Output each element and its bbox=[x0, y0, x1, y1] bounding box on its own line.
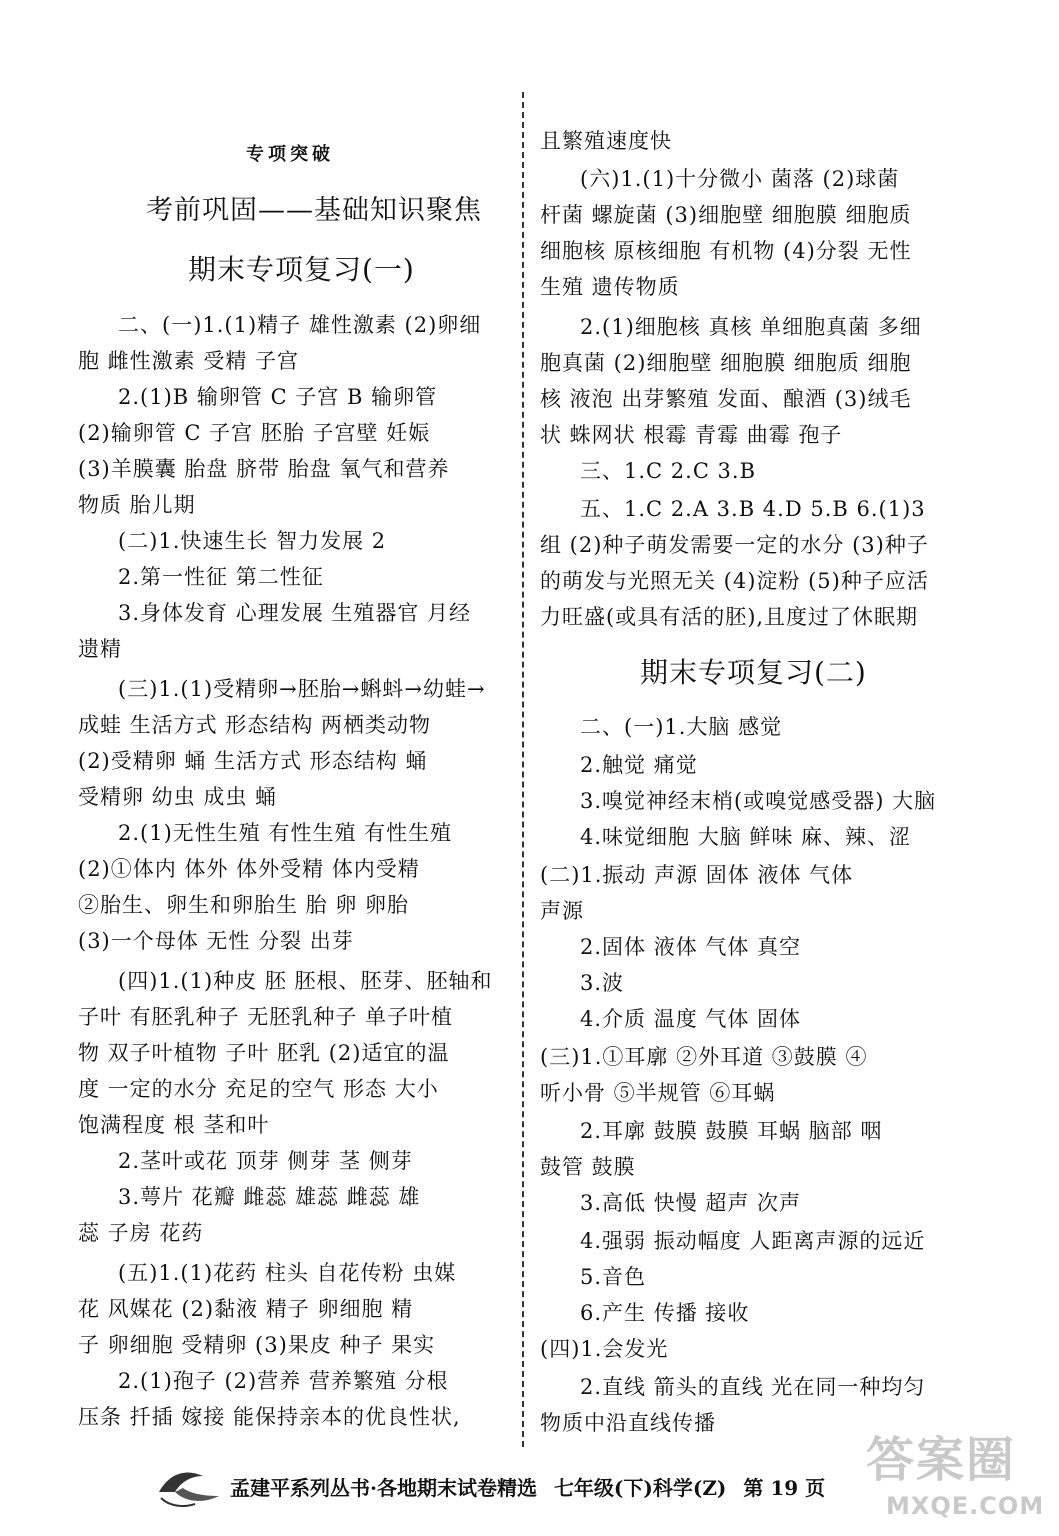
answer-line: 2.触觉 痛觉 bbox=[580, 753, 698, 777]
answer-line: (三)1.(1)受精卵→胚胎→蝌蚪→幼蛙→ bbox=[118, 677, 486, 701]
answer-line: 2.(1)无性生殖 有性生殖 有性生殖 bbox=[118, 821, 453, 845]
answer-line: 细胞核 原核细胞 有机物 (4)分裂 无性 bbox=[540, 239, 912, 263]
answer-line: 且繁殖速度快 bbox=[540, 129, 672, 153]
footer-page-number: 第 19 页 bbox=[743, 1476, 826, 1500]
answer-line: 5.音色 bbox=[580, 1265, 647, 1289]
answer-line: 3.高低 快慢 超声 次声 bbox=[580, 1191, 802, 1215]
answer-line: 成蛙 生活方式 形态结构 两栖类动物 bbox=[78, 713, 432, 737]
answer-line: 压条 扦插 嫁接 能保持亲本的优良性状, bbox=[78, 1405, 461, 1429]
watermark-title: 答案圈 bbox=[866, 1432, 1017, 1488]
answer-line: 4.强弱 振动幅度 人距离声源的远近 bbox=[580, 1229, 926, 1253]
answer-line: 力旺盛(或具有活的胚),且度过了休眠期 bbox=[540, 605, 919, 629]
answer-line: 物质中沿直线传播 bbox=[540, 1411, 716, 1435]
answer-line: (2)输卵管 C 子宫 胚胎 子宫壁 妊娠 bbox=[78, 421, 431, 445]
page-footer bbox=[150, 1468, 870, 1508]
answer-line: 杆菌 螺旋菌 (3)细胞壁 细胞膜 细胞质 bbox=[540, 203, 912, 227]
section-label: 专项突破 bbox=[246, 144, 334, 165]
answer-line: 子 卵细胞 受精卵 (3)果皮 种子 果实 bbox=[78, 1333, 436, 1357]
answer-line: (2)受精卵 蛹 生活方式 形态结构 蛹 bbox=[78, 749, 428, 773]
answer-line: 遗精 bbox=[78, 637, 122, 661]
answer-line: (四)1.(1)种皮 胚 胚根、胚芽、胚轴和 bbox=[118, 969, 493, 993]
answer-line: (二)1.快速生长 智力发展 2 bbox=[118, 529, 387, 553]
answer-line: ②胎生、卵生和卵胎生 胎 卵 卵胎 bbox=[78, 893, 410, 917]
answer-line: 鼓管 鼓膜 bbox=[540, 1155, 636, 1179]
answer-line: 2.固体 液体 气体 真空 bbox=[580, 935, 802, 959]
answer-line: 子叶 有胚乳种子 无胚乳种子 单子叶植 bbox=[78, 1005, 454, 1029]
answer-line: 二、(一)1.(1)精子 雄性激素 (2)卵细 bbox=[118, 313, 482, 337]
answer-line: 饱满程度 根 茎和叶 bbox=[78, 1113, 270, 1137]
answer-line: 听小骨 ⑤半规管 ⑥耳蜗 bbox=[540, 1081, 776, 1105]
answer-line: (五)1.(1)花药 柱头 自花传粉 虫媒 bbox=[118, 1261, 457, 1285]
answer-line: 3.萼片 花瓣 雌蕊 雄蕊 雌蕊 雄 bbox=[118, 1185, 421, 1209]
answer-line: 状 蛛网状 根霉 青霉 曲霉 孢子 bbox=[540, 423, 843, 447]
answer-line: 3.身体发育 心理发展 生殖器官 月经 bbox=[118, 601, 472, 625]
answer-line: 2.直线 箭头的直线 光在同一种均匀 bbox=[580, 1375, 926, 1399]
answer-line: 花 风媒花 (2)黏液 精子 卵细胞 精 bbox=[78, 1297, 414, 1321]
answer-line: 2.茎叶或花 顶芽 侧芽 茎 侧芽 bbox=[118, 1149, 413, 1173]
answer-line: 二、(一)1.大脑 感觉 bbox=[580, 715, 783, 739]
answer-line: 蕊 子房 花药 bbox=[78, 1221, 204, 1245]
answer-line: (3)一个母体 无性 分裂 出芽 bbox=[78, 929, 354, 953]
answer-line: 组 (2)种子萌发需要一定的水分 (3)种子 bbox=[540, 533, 929, 557]
answer-line: (二)1.振动 声源 固体 液体 气体 bbox=[540, 863, 854, 887]
answer-line: 3.嗅觉神经末梢(或嗅觉感受器) 大脑 bbox=[580, 789, 937, 813]
watermark bbox=[862, 1432, 1045, 1527]
answer-line: 生殖 遗传物质 bbox=[540, 275, 680, 299]
answer-line: 4.介质 温度 气体 固体 bbox=[580, 1007, 802, 1031]
answer-line: 受精卵 幼虫 成虫 蛹 bbox=[78, 785, 278, 809]
answer-line: 6.产生 传播 接收 bbox=[580, 1301, 750, 1325]
answer-line: 2.(1)B 输卵管 C 子宫 B 输卵管 bbox=[118, 385, 438, 409]
answer-line: (三)1.①耳廓 ②外耳道 ③鼓膜 ④ bbox=[540, 1045, 868, 1069]
answer-line: 三、1.C 2.C 3.B bbox=[580, 459, 757, 483]
answer-line: 物 双子叶植物 子叶 胚乳 (2)适宜的温 bbox=[78, 1041, 450, 1065]
review-title-1: 期末专项复习(一) bbox=[188, 253, 415, 286]
column-divider bbox=[522, 92, 524, 1447]
answer-line: 2.耳廓 鼓膜 鼓膜 耳蜗 脑部 咽 bbox=[580, 1119, 883, 1143]
answer-line: 3.波 bbox=[580, 971, 625, 995]
answer-line: 度 一定的水分 充足的空气 形态 大小 bbox=[78, 1077, 439, 1101]
answer-line: 的萌发与光照无关 (4)淀粉 (5)种子应活 bbox=[540, 569, 929, 593]
answer-line: (3)羊膜囊 胎盘 脐带 胎盘 氧气和营养 bbox=[78, 457, 450, 481]
footer-series: 孟建平系列丛书·各地期末试卷精选 bbox=[230, 1476, 537, 1500]
answer-line: 2.(1)孢子 (2)营养 营养繁殖 分根 bbox=[118, 1369, 449, 1393]
answer-line: (四)1.会发光 bbox=[540, 1337, 669, 1361]
answer-line: 2.第一性征 第二性征 bbox=[118, 565, 324, 589]
answer-line: (六)1.(1)十分微小 菌落 (2)球菌 bbox=[580, 167, 900, 191]
answer-line: 2.(1)细胞核 真核 单细胞真菌 多细 bbox=[580, 315, 922, 339]
footer-grade-subject: 七年级(下)科学(Z) bbox=[553, 1476, 727, 1500]
answer-line: 核 液泡 出芽繁殖 发面、酿酒 (3)绒毛 bbox=[540, 387, 912, 411]
answer-line: (2)①体内 体外 体外受精 体内受精 bbox=[78, 857, 420, 881]
answer-line: 物质 胎儿期 bbox=[78, 493, 196, 517]
answer-line: 胞真菌 (2)细胞壁 细胞膜 细胞质 细胞 bbox=[540, 351, 912, 375]
answer-line: 4.味觉细胞 大脑 鲜味 麻、辣、涩 bbox=[580, 825, 912, 849]
review-title-2: 期末专项复习(二) bbox=[640, 656, 867, 689]
main-title: 考前巩固——基础知识聚焦 bbox=[146, 195, 482, 226]
answer-line: 五、1.C 2.A 3.B 4.D 5.B 6.(1)3 bbox=[580, 497, 926, 521]
answer-line: 胞 雌性激素 受精 子宫 bbox=[78, 349, 300, 373]
answer-line: 声源 bbox=[540, 899, 584, 923]
watermark-url: MXQE.COM bbox=[886, 1492, 1045, 1520]
